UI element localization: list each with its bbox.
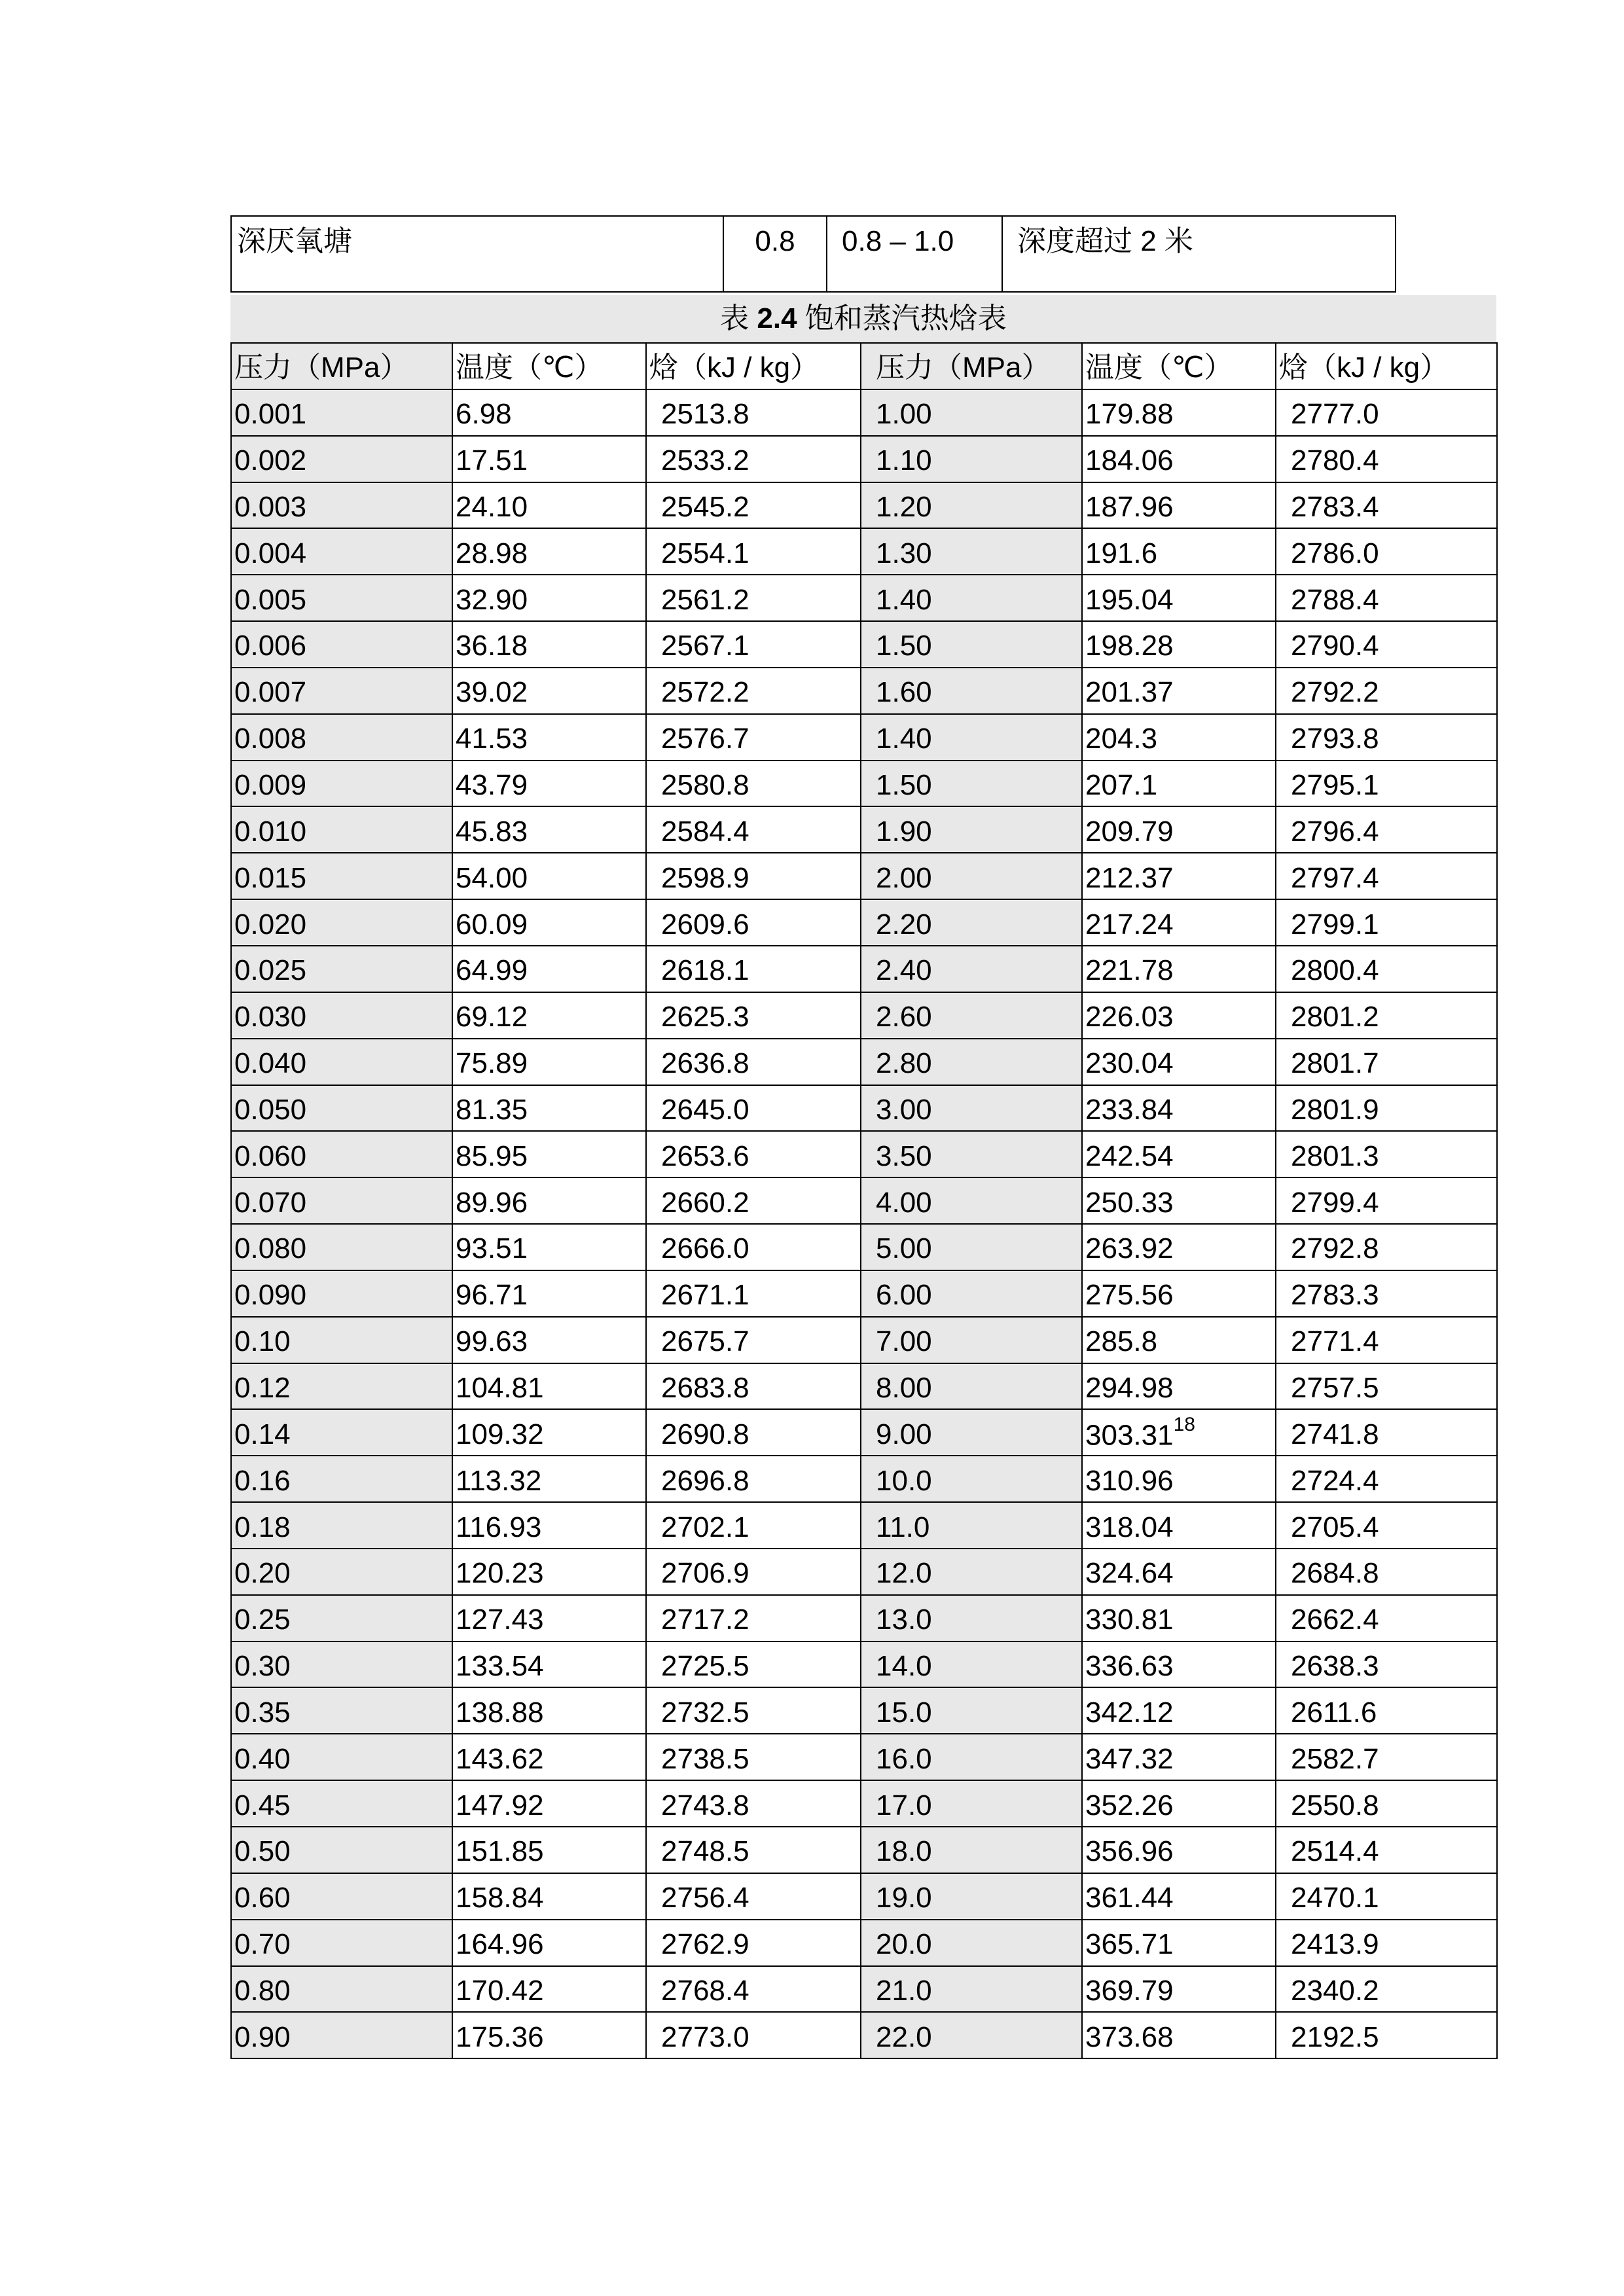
table-cell: 151.85 [452,1827,646,1873]
table-cell: 0.25 [231,1595,452,1641]
table-row [231,436,1497,482]
table-cell: 54.00 [452,853,646,899]
caption-prefix: 表 [720,302,757,334]
table-cell: 60.09 [452,899,646,946]
table-cell: 2783.3 [1276,1270,1497,1317]
table-cell: 2690.8 [646,1409,861,1456]
table-cell: 28.98 [452,528,646,575]
table-cell: 198.28 [1082,621,1276,668]
table-cell: 365.71 [1082,1920,1276,1966]
table-cell: 0.020 [231,899,452,946]
table-cell: 2662.4 [1276,1595,1497,1641]
table-cell: 69.12 [452,992,646,1039]
table-row [231,1734,1497,1780]
table-cell: 226.03 [1082,992,1276,1039]
table-cell: 0.008 [231,714,452,761]
table-cell: 1.90 [861,806,1082,853]
table-cell: 6.00 [861,1270,1082,1317]
lagoon-row [231,216,1396,292]
table-cell: 0.16 [231,1456,452,1502]
table-cell: 2470.1 [1276,1873,1497,1920]
table-cell: 0.080 [231,1224,452,1270]
table-cell: 2618.1 [646,946,861,992]
table-cell: 2192.5 [1276,2012,1497,2058]
table-cell: 310.96 [1082,1456,1276,1502]
table-cell: 2756.4 [646,1873,861,1920]
table-row [231,575,1497,621]
table-cell: 2696.8 [646,1456,861,1502]
table-cell: 2636.8 [646,1039,861,1085]
table-cell: 0.005 [231,575,452,621]
table-cell: 263.92 [1082,1224,1276,1270]
table-cell: 0.060 [231,1131,452,1177]
column-header: 温度（℃） [452,343,646,389]
table-cell: 96.71 [452,1270,646,1317]
table-cell: 217.24 [1082,899,1276,946]
table-row [231,1177,1497,1224]
table-row [231,1456,1497,1502]
table-cell: 2675.7 [646,1317,861,1363]
table-cell: 0.90 [231,2012,452,2058]
table-cell: 2717.2 [646,1595,861,1641]
table-cell: 15.0 [861,1687,1082,1734]
table-cell: 2738.5 [646,1734,861,1780]
table-cell: 1.10 [861,436,1082,482]
table-cell: 17.51 [452,436,646,482]
table-cell: 361.44 [1082,1873,1276,1920]
table-cell: 2792.8 [1276,1224,1497,1270]
table-cell: 250.33 [1082,1177,1276,1224]
table-cell: 1.20 [861,482,1082,529]
table-cell: 0.006 [231,621,452,668]
table-row [231,899,1497,946]
table-cell: 14.0 [861,1641,1082,1688]
column-header: 压力（MPa） [231,343,452,389]
table-cell: 2777.0 [1276,389,1497,436]
table-cell: 41.53 [452,714,646,761]
table-cell: 342.12 [1082,1687,1276,1734]
table-cell: 24.10 [452,482,646,529]
table-cell: 242.54 [1082,1131,1276,1177]
table-cell: 2514.4 [1276,1827,1497,1873]
table-cell: 18.0 [861,1827,1082,1873]
table-cell: 294.98 [1082,1363,1276,1410]
table-cell: 16.0 [861,1734,1082,1780]
table-caption [230,295,1496,342]
table-row [231,482,1497,529]
table-cell: 330.81 [1082,1595,1276,1641]
table-cell: 2.40 [861,946,1082,992]
table-cell: 1.50 [861,621,1082,668]
lagoon-table [230,215,1396,293]
table-cell: 0.040 [231,1039,452,1085]
table-cell: 147.92 [452,1780,646,1827]
lagoon-range: 0.8 – 1.0 [827,216,1002,292]
table-cell: 2792.2 [1276,668,1497,714]
table-cell: 0.20 [231,1549,452,1595]
table-cell: 0.003 [231,482,452,529]
table-cell: 19.0 [861,1873,1082,1920]
table-cell: 127.43 [452,1595,646,1641]
table-cell: 2783.4 [1276,482,1497,529]
table-cell: 2660.2 [646,1177,861,1224]
table-cell: 2561.2 [646,575,861,621]
table-cell: 2611.6 [1276,1687,1497,1734]
table-row [231,761,1497,807]
table-cell: 0.002 [231,436,452,482]
table-row [231,621,1497,668]
table-cell: 2513.8 [646,389,861,436]
table-cell: 2799.4 [1276,1177,1497,1224]
table-cell: 2788.4 [1276,575,1497,621]
table-cell: 2702.1 [646,1502,861,1549]
table-cell: 318.04 [1082,1502,1276,1549]
table-row [231,2012,1497,2058]
table-cell: 99.63 [452,1317,646,1363]
table-cell: 2799.1 [1276,899,1497,946]
table-cell: 2796.4 [1276,806,1497,853]
table-cell: 191.6 [1082,528,1276,575]
table-cell: 204.3 [1082,714,1276,761]
table-row [231,528,1497,575]
table-cell: 195.04 [1082,575,1276,621]
table-cell [1082,1409,1276,1456]
table-cell: 81.35 [452,1085,646,1132]
table-row [231,1687,1497,1734]
table-row [231,1363,1497,1410]
table-cell: 2533.2 [646,436,861,482]
table-cell: 116.93 [452,1502,646,1549]
table-cell: 347.32 [1082,1734,1276,1780]
table-cell: 2653.6 [646,1131,861,1177]
page-number-marker: 18 [1173,1414,1195,1435]
table-cell: 89.96 [452,1177,646,1224]
table-cell: 8.00 [861,1363,1082,1410]
table-cell: 201.37 [1082,668,1276,714]
table-cell: 2797.4 [1276,853,1497,899]
table-row [231,992,1497,1039]
table-cell: 120.23 [452,1549,646,1595]
table-row [231,1641,1497,1688]
table-cell: 1.30 [861,528,1082,575]
table-cell: 0.80 [231,1966,452,2013]
table-cell: 43.79 [452,761,646,807]
table-row [231,714,1497,761]
table-cell: 2801.3 [1276,1131,1497,1177]
table-cell: 2786.0 [1276,528,1497,575]
table-cell: 221.78 [1082,946,1276,992]
table-cell: 85.95 [452,1131,646,1177]
table-cell: 0.090 [231,1270,452,1317]
table-cell: 113.32 [452,1456,646,1502]
table-cell: 187.96 [1082,482,1276,529]
table-cell: 2609.6 [646,899,861,946]
table-cell: 32.90 [452,575,646,621]
table-cell: 0.60 [231,1873,452,1920]
table-cell: 2771.4 [1276,1317,1497,1363]
table-cell: 1.40 [861,575,1082,621]
table-cell: 2801.9 [1276,1085,1497,1132]
table-cell: 12.0 [861,1549,1082,1595]
table-cell: 0.10 [231,1317,452,1363]
table-cell: 2741.8 [1276,1409,1497,1456]
table-cell: 143.62 [452,1734,646,1780]
table-row [231,806,1497,853]
table-cell: 3.50 [861,1131,1082,1177]
column-header: 焓（kJ / kg） [646,343,861,389]
table-cell: 3.00 [861,1085,1082,1132]
table-cell: 0.007 [231,668,452,714]
table-cell: 2724.4 [1276,1456,1497,1502]
table-row [231,1039,1497,1085]
table-cell: 2706.9 [646,1549,861,1595]
table-cell: 275.56 [1082,1270,1276,1317]
table-cell: 2757.5 [1276,1363,1497,1410]
table-cell: 0.70 [231,1920,452,1966]
table-cell: 2725.5 [646,1641,861,1688]
table-cell: 212.37 [1082,853,1276,899]
table-cell: 0.18 [231,1502,452,1549]
table-cell: 0.45 [231,1780,452,1827]
table-cell: 2.80 [861,1039,1082,1085]
table-row [231,1873,1497,1920]
table-cell: 2768.4 [646,1966,861,2013]
table-row [231,1270,1497,1317]
table-cell: 209.79 [1082,806,1276,853]
table-cell: 10.0 [861,1456,1082,1502]
table-cell: 4.00 [861,1177,1082,1224]
table-row [231,1409,1497,1456]
table-cell: 2790.4 [1276,621,1497,668]
table-cell: 1.40 [861,714,1082,761]
column-header: 压力（MPa） [861,343,1082,389]
table-cell: 2638.3 [1276,1641,1497,1688]
table-cell: 2.20 [861,899,1082,946]
table-cell: 2732.5 [646,1687,861,1734]
table-cell: 2625.3 [646,992,861,1039]
table-cell: 0.50 [231,1827,452,1873]
table-cell: 2572.2 [646,668,861,714]
table-cell: 2545.2 [646,482,861,529]
table-cell: 0.004 [231,528,452,575]
table-cell: 0.40 [231,1734,452,1780]
table-row [231,1780,1497,1827]
table-cell: 2743.8 [646,1780,861,1827]
table-cell: 0.14 [231,1409,452,1456]
table-row [231,1317,1497,1363]
table-cell: 158.84 [452,1873,646,1920]
table-cell: 184.06 [1082,436,1276,482]
table-row [231,1224,1497,1270]
table-cell: 0.009 [231,761,452,807]
table-cell: 21.0 [861,1966,1082,2013]
caption-number: 2.4 [757,302,797,334]
table-cell: 2584.4 [646,806,861,853]
table-row [231,1131,1497,1177]
table-cell: 2.60 [861,992,1082,1039]
table-row [231,1966,1497,2013]
column-header: 焓（kJ / kg） [1276,343,1497,389]
table-cell: 2762.9 [646,1920,861,1966]
table-row [231,1549,1497,1595]
table-cell: 164.96 [452,1920,646,1966]
table-cell: 2598.9 [646,853,861,899]
table-cell: 352.26 [1082,1780,1276,1827]
table-cell: 2340.2 [1276,1966,1497,2013]
table-header-row [231,343,1497,389]
table-cell: 207.1 [1082,761,1276,807]
table-cell: 373.68 [1082,2012,1276,2058]
table-cell: 133.54 [452,1641,646,1688]
lagoon-name: 深厌氧塘 [231,216,723,292]
table-cell: 93.51 [452,1224,646,1270]
table-cell: 2801.2 [1276,992,1497,1039]
steam-enthalpy-table [230,342,1498,2059]
caption-title: 饱和蒸汽热焓表 [797,302,1007,334]
table-cell: 1.00 [861,389,1082,436]
table-cell: 0.001 [231,389,452,436]
table-cell: 2671.1 [646,1270,861,1317]
table-cell: 2684.8 [1276,1549,1497,1595]
table-cell: 2683.8 [646,1363,861,1410]
lagoon-value: 0.8 [723,216,827,292]
table-cell: 6.98 [452,389,646,436]
table-cell: 0.015 [231,853,452,899]
table-cell: 2.00 [861,853,1082,899]
table-cell: 39.02 [452,668,646,714]
table-cell: 336.63 [1082,1641,1276,1688]
table-cell: 9.00 [861,1409,1082,1456]
column-header: 温度（℃） [1082,343,1276,389]
table-row [231,946,1497,992]
table-row [231,1085,1497,1132]
table-cell: 0.010 [231,806,452,853]
table-row [231,1827,1497,1873]
table-cell: 2801.7 [1276,1039,1497,1085]
table-cell: 7.00 [861,1317,1082,1363]
table-row [231,1920,1497,1966]
table-row [231,389,1497,436]
table-cell: 2793.8 [1276,714,1497,761]
table-cell: 2582.7 [1276,1734,1497,1780]
table-cell: 179.88 [1082,389,1276,436]
table-cell: 2576.7 [646,714,861,761]
table-row [231,853,1497,899]
table-cell: 5.00 [861,1224,1082,1270]
table-cell: 2580.8 [646,761,861,807]
table-cell: 109.32 [452,1409,646,1456]
table-cell: 2567.1 [646,621,861,668]
table-cell: 13.0 [861,1595,1082,1641]
table-cell: 369.79 [1082,1966,1276,2013]
table-cell: 0.35 [231,1687,452,1734]
table-row [231,668,1497,714]
table-cell: 0.050 [231,1085,452,1132]
table-cell: 64.99 [452,946,646,992]
table-row [231,1595,1497,1641]
table-cell: 36.18 [452,621,646,668]
table-cell: 0.30 [231,1641,452,1688]
table-cell: 0.030 [231,992,452,1039]
table-cell: 2795.1 [1276,761,1497,807]
table-cell: 2666.0 [646,1224,861,1270]
table-cell: 2800.4 [1276,946,1497,992]
table-cell: 2773.0 [646,2012,861,2058]
table-cell: 22.0 [861,2012,1082,2058]
table-cell: 0.070 [231,1177,452,1224]
table-cell: 17.0 [861,1780,1082,1827]
table-cell: 2413.9 [1276,1920,1497,1966]
table-cell: 1.60 [861,668,1082,714]
table-cell: 285.8 [1082,1317,1276,1363]
cell-value: 303.31 [1085,1419,1174,1452]
table-cell: 2645.0 [646,1085,861,1132]
table-cell: 11.0 [861,1502,1082,1549]
table-cell: 2780.4 [1276,436,1497,482]
table-cell: 0.12 [231,1363,452,1410]
table-cell: 170.42 [452,1966,646,2013]
table-cell: 356.96 [1082,1827,1276,1873]
table-cell: 75.89 [452,1039,646,1085]
table-cell: 104.81 [452,1363,646,1410]
table-cell: 45.83 [452,806,646,853]
table-row [231,1502,1497,1549]
table-body [231,389,1497,2058]
table-cell: 230.04 [1082,1039,1276,1085]
table-cell: 2554.1 [646,528,861,575]
table-cell: 233.84 [1082,1085,1276,1132]
table-cell: 2550.8 [1276,1780,1497,1827]
table-cell: 1.50 [861,761,1082,807]
lagoon-note: 深度超过 2 米 [1002,216,1396,292]
table-cell: 0.025 [231,946,452,992]
table-cell: 324.64 [1082,1549,1276,1595]
table-cell: 138.88 [452,1687,646,1734]
table-cell: 175.36 [452,2012,646,2058]
table-cell: 20.0 [861,1920,1082,1966]
table-cell: 2705.4 [1276,1502,1497,1549]
table-cell: 2748.5 [646,1827,861,1873]
